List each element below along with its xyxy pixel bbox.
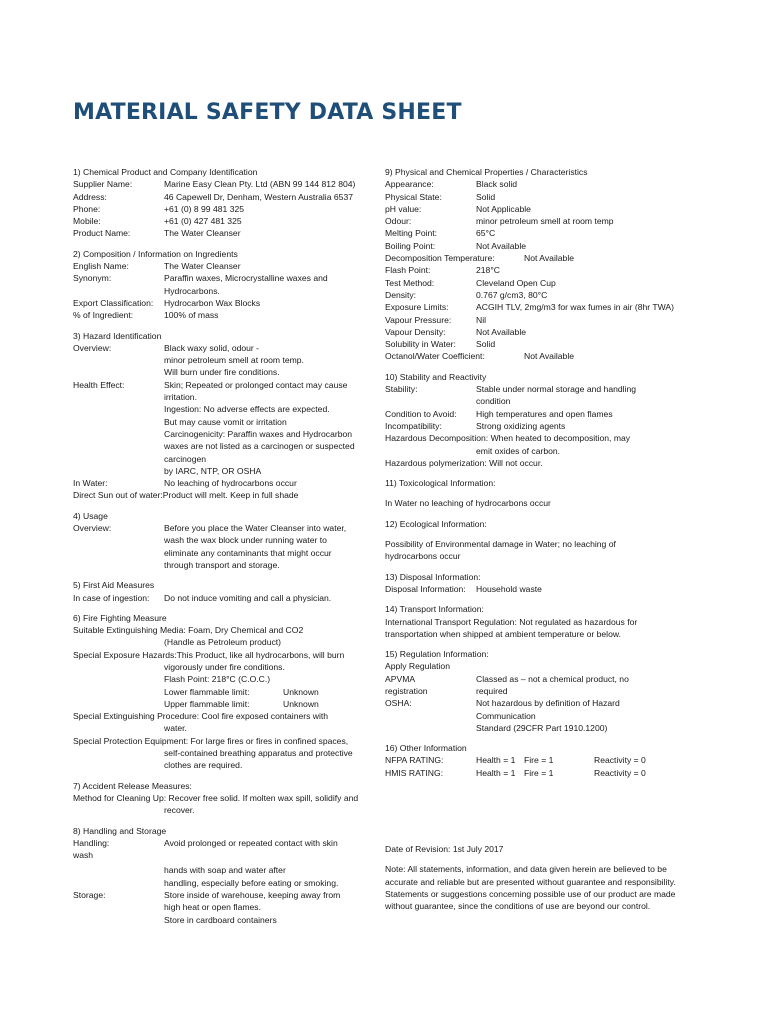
field-label: Vapour Pressure: [385, 314, 452, 325]
field-row [385, 227, 685, 239]
field-label [385, 673, 476, 698]
field-value [164, 889, 373, 926]
section-first-aid [73, 579, 373, 604]
text-line: In Water no leaching of hydrocarbons occur [385, 498, 551, 509]
field-label: Address: [73, 191, 107, 202]
field-value: Unknown [283, 686, 319, 697]
text-line: Skin; Repeated or prolonged contact may cause irritation. [164, 379, 348, 403]
field-label: Upper flammable limit: [164, 698, 250, 709]
text-line: Standard (29CFR Part 1910.1200) [476, 722, 608, 733]
section-physical-properties [385, 166, 685, 363]
field-row [385, 252, 685, 264]
field-label: Exposure Limits: [385, 302, 449, 313]
right-column [385, 166, 685, 921]
text-line: Apply Regulation [385, 661, 450, 672]
text-line: Special Extinguishing Procedure: Cool fire exposed containers with [73, 711, 329, 722]
field-value: Marine Easy Clean Pty. Ltd (ABN 99 144 812 804) [164, 179, 356, 190]
text-line: Flash Point: 218°C (C.O.C.) [164, 674, 271, 685]
text-line: Note: All statements, information, and data given herein are believed to be accurate and reliable but are presented without guarantee and responsibility. Statements or suggestions concerning possible use of our product are made without guarantee, since the conditions of use are beyond our control. [385, 864, 676, 912]
field-row [385, 215, 685, 227]
text-line: by IARC, NTP, OR OSHA [164, 465, 262, 476]
field-row [73, 178, 373, 190]
field-label: Test Method: [385, 277, 435, 288]
field-row [385, 203, 685, 215]
field-row [73, 260, 373, 272]
field-row [385, 420, 685, 432]
text-line: Black waxy solid, odour - [164, 342, 260, 353]
field-value: Hydrocarbon Wax Blocks [164, 297, 261, 308]
field-value [164, 342, 373, 379]
section-heading: 6) Fire Fighting Measure [73, 612, 167, 623]
section-heading: 1) Chemical Product and Company Identification [73, 167, 258, 177]
section-heading: 4) Usage [73, 510, 108, 521]
section-other-information [385, 742, 685, 779]
field-label: In Water: [73, 478, 108, 489]
text-line: water. [164, 723, 187, 734]
field-value: Stable under normal storage and handling condition [476, 384, 637, 407]
text-line: clothes are required. [164, 760, 243, 771]
field-row [385, 289, 685, 301]
text-line: wash [73, 850, 94, 861]
field-value: Cleveland Open Cup [476, 277, 556, 288]
field-value: Household waste [476, 583, 542, 594]
field-label: Boiling Point: [385, 240, 436, 251]
revision-date [385, 843, 685, 855]
text-line: Ingestion: No adverse effects are expected. [164, 404, 330, 415]
field-label: Phone: [73, 203, 101, 214]
field-label: Vapour Density: [385, 326, 446, 337]
field-label: Synonym: [73, 273, 112, 284]
section-usage [73, 510, 373, 571]
text-line: Hazardous Decomposition: When heated to decomposition, may [385, 433, 631, 444]
field-row [385, 408, 685, 420]
field-row [385, 191, 685, 203]
field-value: Solid [476, 339, 496, 350]
section-heading: 7) Accident Release Measures: [73, 780, 192, 791]
section-composition [73, 248, 373, 322]
text-line: hands with soap and water after [164, 865, 286, 876]
field-label: Overview: [73, 523, 112, 534]
field-row [385, 277, 685, 289]
field-label: Condition to Avoid: [385, 408, 457, 419]
text-line: International Transport Regulation: Not regulated as hazardous for transportation when shipped at ambient temperature or below. [385, 616, 638, 639]
field-row [73, 227, 373, 239]
field-label: Overview: [73, 342, 112, 353]
field-value: Not Available [524, 351, 575, 362]
disclaimer-note [385, 863, 685, 912]
field-row [164, 686, 373, 698]
field-label: Decomposition Temperature: [385, 253, 495, 264]
section-heading: 14) Transport Information: [385, 604, 484, 615]
text-line: Suitable Extinguishing Media: Foam, Dry Chemical and CO2 [73, 625, 304, 636]
field-label: Storage: [73, 890, 106, 901]
section-heading: 5) First Aid Measures [73, 580, 155, 591]
section-transport [385, 603, 685, 640]
field-row [385, 583, 685, 595]
field-value: 46 Capewell Dr, Denham, Western Australia 6537 [164, 191, 354, 202]
text-line: handling, especially before eating or smoking. [164, 877, 339, 888]
text-line: Method for Cleaning Up: Recover free solid. If molten wax spill, solidify and [73, 792, 359, 803]
field-value: 0.767 g/cm3, 80°C [476, 289, 548, 300]
section-ecological [385, 518, 685, 563]
field-row [73, 191, 373, 203]
section-heading: 15) Regulation Information: [385, 649, 489, 660]
left-column [73, 166, 373, 934]
text-line: Will burn under fire conditions. [164, 367, 280, 378]
field-label: Handling: [73, 837, 110, 848]
field-value: Solid [476, 191, 496, 202]
text-line: Store in cardboard containers [164, 914, 277, 925]
text-line: minor petroleum smell at room temp. [164, 355, 304, 366]
field-row [73, 342, 373, 379]
field-value: Not Applicable [476, 203, 531, 214]
field-value: Nil [476, 314, 487, 325]
text-line: Possibility of Environmental damage in Water; no leaching of hydrocarbons occur [385, 539, 616, 562]
field-value: 218°C [476, 265, 500, 276]
page-title: MATERIAL SAFETY DATA SHEET [73, 100, 462, 125]
text-line: self-contained breathing apparatus and protective [164, 748, 353, 759]
section-chemical-identification [73, 166, 373, 240]
field-label: OSHA: [385, 698, 412, 709]
text-line: Not hazardous by definition of Hazard Communication [476, 698, 620, 721]
field-value: The Water Cleanser [164, 228, 241, 239]
section-heading: 16) Other Information [385, 743, 467, 754]
field-row [385, 350, 685, 362]
field-label: English Name: [73, 261, 129, 272]
field-label: Incompatibility: [385, 420, 442, 431]
section-fire-fighting [73, 612, 373, 772]
field-value: Black solid [476, 179, 518, 190]
text-line: high heat or open flames. [164, 902, 261, 913]
field-label: Export Classification: [73, 297, 154, 308]
field-row [73, 522, 373, 571]
field-row [164, 698, 373, 710]
field-row [73, 837, 373, 849]
text-line: Hazardous polymerization: Will not occur. [385, 457, 543, 468]
field-value: The Water Cleanser [164, 261, 241, 272]
field-label: Supplier Name: [73, 179, 133, 190]
section-heading: 11) Toxicological Information: [385, 478, 496, 489]
field-label: Flash Point: [385, 265, 431, 276]
rating-row-hmis [385, 767, 685, 779]
field-row [385, 301, 685, 313]
section-heading: 3) Hazard Identification [73, 330, 162, 341]
field-row [73, 203, 373, 215]
field-value: 100% of mass [164, 310, 219, 321]
rating-row-nfpa [385, 754, 685, 766]
text-line: (Handle as Petroleum product) [164, 637, 282, 648]
field-value: Do not induce vomiting and call a physician. [164, 592, 332, 603]
field-row [385, 264, 685, 276]
field-value [476, 697, 685, 734]
text-line: Special Protection Equipment: For large fires or fires in confined spaces, [73, 735, 349, 746]
section-hazard-identification [73, 330, 373, 502]
field-row [73, 297, 373, 309]
field-label: Solubility in Water: [385, 339, 456, 350]
field-value: Avoid prolonged or repeated contact with skin [164, 837, 338, 848]
field-label: In case of ingestion: [73, 592, 150, 603]
rating-label: NFPA RATING: [385, 755, 444, 766]
field-label: Appearance: [385, 179, 434, 190]
field-row [73, 379, 373, 477]
field-label: Disposal Information: [385, 583, 466, 594]
field-row [73, 889, 373, 926]
field-value [164, 379, 373, 477]
field-value: Classed as – not a chemical product, no required [476, 673, 629, 696]
spacer [385, 530, 685, 538]
field-label: Product Name: [73, 228, 131, 239]
field-row [385, 326, 685, 338]
rating-reactivity: Reactivity = 0 [594, 767, 646, 778]
spacer [385, 489, 685, 497]
field-row [73, 309, 373, 321]
field-label: Mobile: [73, 216, 101, 227]
section-heading: 8) Handling and Storage [73, 825, 167, 836]
field-label: pH value: [385, 203, 422, 214]
section-stability-reactivity [385, 371, 685, 469]
field-value: Strong oxidizing agents [476, 420, 566, 431]
field-value: Not Available [524, 253, 575, 264]
field-label: Octanol/Water Coefficient: [385, 351, 485, 362]
field-value: No leaching of hydrocarbons occur [164, 478, 297, 489]
text-line: Special Exposure Hazards:This Product, like all hydrocarbons, will burn [73, 649, 345, 660]
section-handling-storage [73, 825, 373, 926]
field-value: High temperatures and open flames [476, 408, 613, 419]
text-line: But may cause vomit or irritation [164, 416, 287, 427]
field-value: Not Available [476, 240, 527, 251]
field-value: Paraffin waxes, Microcrystalline waxes and Hydrocarbons. [164, 273, 328, 296]
field-row [385, 673, 685, 698]
field-label: Health Effect: [73, 379, 125, 390]
spacer [385, 787, 685, 843]
text-line: vigorously under fire conditions. [164, 661, 285, 672]
field-label: Lower flammable limit: [164, 686, 250, 697]
field-row [385, 383, 685, 408]
field-label: Stability: [385, 384, 418, 395]
field-row [385, 240, 685, 252]
field-row [385, 697, 685, 734]
section-disposal [385, 571, 685, 596]
rating-label: HMIS RATING: [385, 767, 444, 778]
field-label: Melting Point: [385, 228, 438, 239]
section-accident-release [73, 780, 373, 817]
field-row [73, 477, 373, 489]
text-line: APVMA [385, 673, 416, 684]
rating-health: Health = 1 [476, 767, 516, 778]
field-row [73, 592, 373, 604]
field-value: Before you place the Water Cleanser into water, wash the wax block under running water to eliminate any contaminants that might occur through transport and storage. [164, 523, 347, 570]
text-line: Carcinogenicity: Paraffin waxes and Hydrocarbon waxes are not listed as a carcinogen or suspected carcinogen [164, 428, 355, 464]
field-label: Physical State: [385, 191, 442, 202]
field-label: Odour: [385, 216, 412, 227]
rating-reactivity: Reactivity = 0 [594, 755, 646, 766]
field-row [73, 272, 373, 297]
field-row [385, 338, 685, 350]
section-heading: 9) Physical and Chemical Properties / Characteristics [385, 167, 588, 177]
field-value: +61 (0) 427 481 325 [164, 216, 242, 227]
rating-fire: Fire = 1 [524, 767, 554, 778]
section-toxicological [385, 477, 685, 510]
section-regulation [385, 648, 685, 734]
text-line: Date of Revision: 1st July 2017 [385, 844, 504, 855]
text-line: Store inside of warehouse, keeping away from [164, 890, 341, 901]
field-value: Not Available [476, 326, 527, 337]
field-value: Unknown [283, 698, 319, 709]
field-row [385, 314, 685, 326]
section-heading: 10) Stability and Reactivity [385, 371, 487, 382]
section-heading: 2) Composition / Information on Ingredients [73, 248, 238, 259]
field-value: +61 (0) 8 99 481 325 [164, 203, 245, 214]
field-value: 65°C [476, 228, 496, 239]
text-line: Direct Sun out of water:Product will melt. Keep in full shade [73, 490, 299, 501]
text-line: emit oxides of carbon. [476, 445, 561, 456]
field-value: ACGIH TLV, 2mg/m3 for wax fumes in air (8hr TWA) [476, 302, 675, 313]
rating-fire: Fire = 1 [524, 755, 554, 766]
field-row [385, 178, 685, 190]
field-label: Density: [385, 289, 417, 300]
field-label: % of Ingredient: [73, 310, 134, 321]
section-heading: 13) Disposal Information: [385, 571, 481, 582]
field-value: minor petroleum smell at room temp [476, 216, 614, 227]
text-line: registration [385, 685, 428, 696]
text-line: recover. [164, 805, 195, 816]
section-heading: 12) Ecological Information: [385, 518, 487, 529]
field-row [73, 215, 373, 227]
rating-health: Health = 1 [476, 755, 516, 766]
